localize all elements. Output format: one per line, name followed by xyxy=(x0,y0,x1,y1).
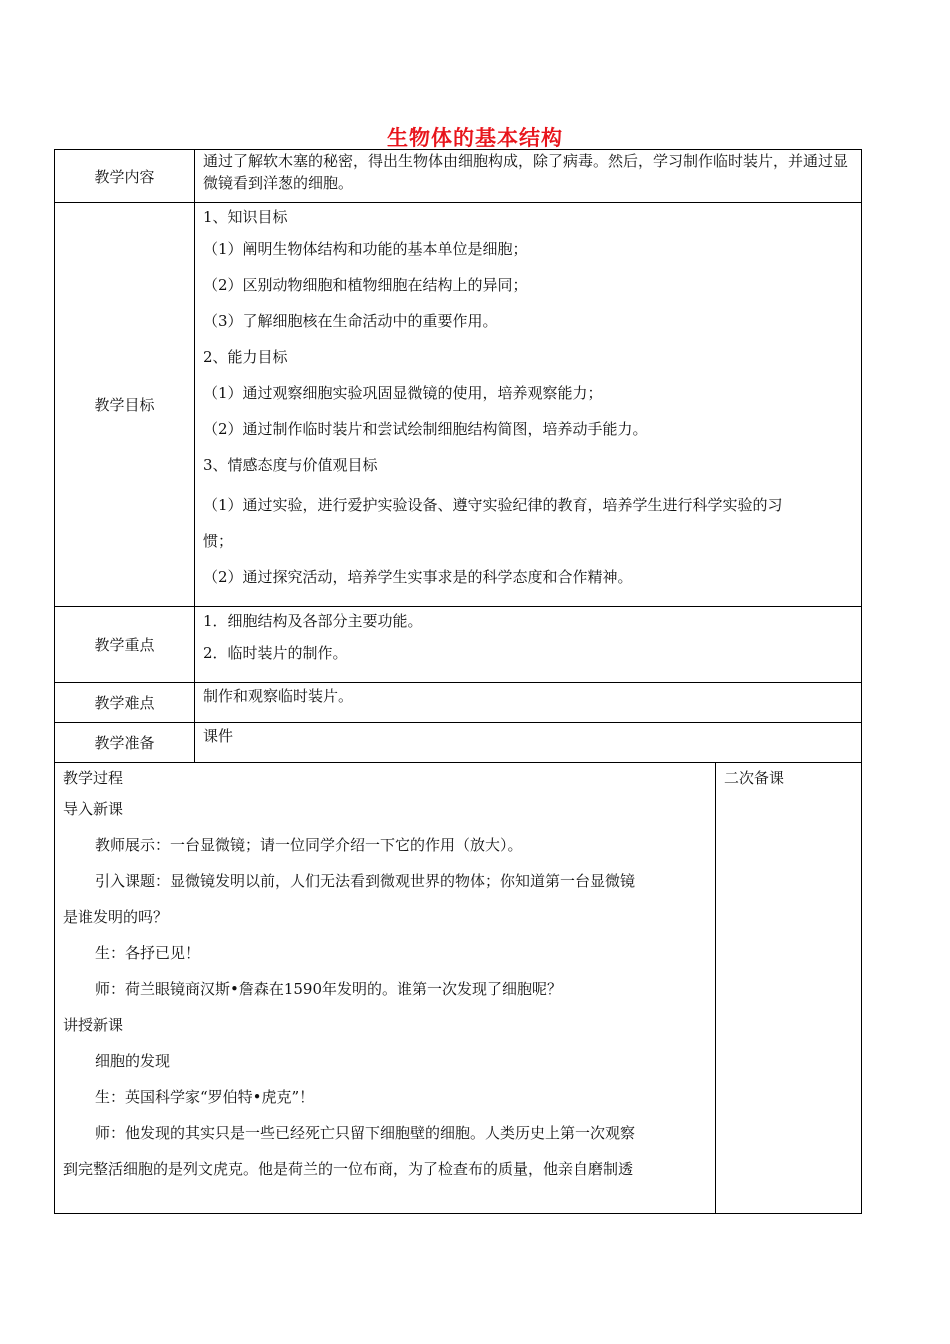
prep-text: 课件 xyxy=(195,723,862,763)
label-difficult: 教学难点 xyxy=(55,683,195,723)
goals-line: （1）阐明生物体结构和功能的基本单位是细胞； xyxy=(203,240,528,258)
goals-line: 2、能力目标 xyxy=(203,348,288,366)
process-line: 教学过程 xyxy=(63,769,124,787)
row-process xyxy=(55,763,862,1213)
process-line: 引入课题：显微镜发明以前，人们无法看到微观世界的物体；你知道第一台显微镜 xyxy=(95,872,636,890)
process-line: 到完整活细胞的是列文虎克。他是荷兰的一位布商，为了检查布的质量，他亲自磨制透 xyxy=(63,1160,634,1178)
process-line: 师：荷兰眼镜商汉斯•詹森在1590年发明的。谁第一次发现了细胞呢？ xyxy=(95,980,563,998)
goals-line: （1）通过观察细胞实验巩固显微镜的使用，培养观察能力； xyxy=(203,384,603,402)
process-line: 教师展示：一台显微镜；请一位同学介绍一下它的作用（放大）。 xyxy=(95,836,523,854)
process-cell xyxy=(55,763,716,1213)
goals-line: （1）通过实验，进行爱护实验设备、遵守实验纪律的教育，培养学生进行科学实验的习 xyxy=(203,496,783,514)
process-line: 生：英国科学家“罗伯特•虎克”！ xyxy=(95,1088,315,1106)
label-content: 教学内容 xyxy=(55,150,195,203)
lesson-plan-table xyxy=(54,149,862,763)
label-prep: 教学准备 xyxy=(55,723,195,763)
process-table xyxy=(54,763,862,1214)
row-goals xyxy=(55,203,862,607)
row-key xyxy=(55,607,862,683)
goals-line: 3、情感态度与价值观目标 xyxy=(203,456,378,474)
row-difficult xyxy=(55,683,862,723)
second-prep-label: 二次备课 xyxy=(724,769,785,787)
process-line: 是谁发明的吗？ xyxy=(63,908,169,926)
process-line: 师：他发现的其实只是一些已经死亡只留下细胞壁的细胞。人类历史上第一次观察 xyxy=(95,1124,636,1142)
process-line: 讲授新课 xyxy=(63,1016,124,1034)
goals-line: 1、知识目标 xyxy=(203,208,288,226)
key-cell xyxy=(195,607,862,683)
page-title: 生物体的基本结构 xyxy=(387,125,563,150)
goals-line: （2）通过探究活动，培养学生实事求是的科学态度和合作精神。 xyxy=(203,568,633,586)
row-content xyxy=(55,150,862,203)
second-prep-cell xyxy=(716,763,862,1213)
key-line: 1．细胞结构及各部分主要功能。 xyxy=(203,612,423,630)
goals-line: （3）了解细胞核在生命活动中的重要作用。 xyxy=(203,312,498,330)
goals-line: （2）区别动物细胞和植物细胞在结构上的异同； xyxy=(203,276,528,294)
difficult-text: 制作和观察临时装片。 xyxy=(195,683,862,723)
label-goals: 教学目标 xyxy=(55,203,195,607)
row-prep xyxy=(55,723,862,763)
key-line: 2．临时装片的制作。 xyxy=(203,644,348,662)
label-key: 教学重点 xyxy=(55,607,195,683)
goals-cell xyxy=(195,203,862,607)
goals-line: 惯； xyxy=(203,532,234,550)
goals-line: （2）通过制作临时装片和尝试绘制细胞结构简图，培养动手能力。 xyxy=(203,420,648,438)
process-line: 生：各抒已见！ xyxy=(95,944,201,962)
process-line: 细胞的发现 xyxy=(95,1052,171,1070)
process-line: 导入新课 xyxy=(63,800,124,818)
content-text: 通过了解软木塞的秘密，得出生物体由细胞构成，除了病毒。然后，学习制作临时装片，并通过显微镜看到洋葱的细胞。 xyxy=(195,150,862,203)
